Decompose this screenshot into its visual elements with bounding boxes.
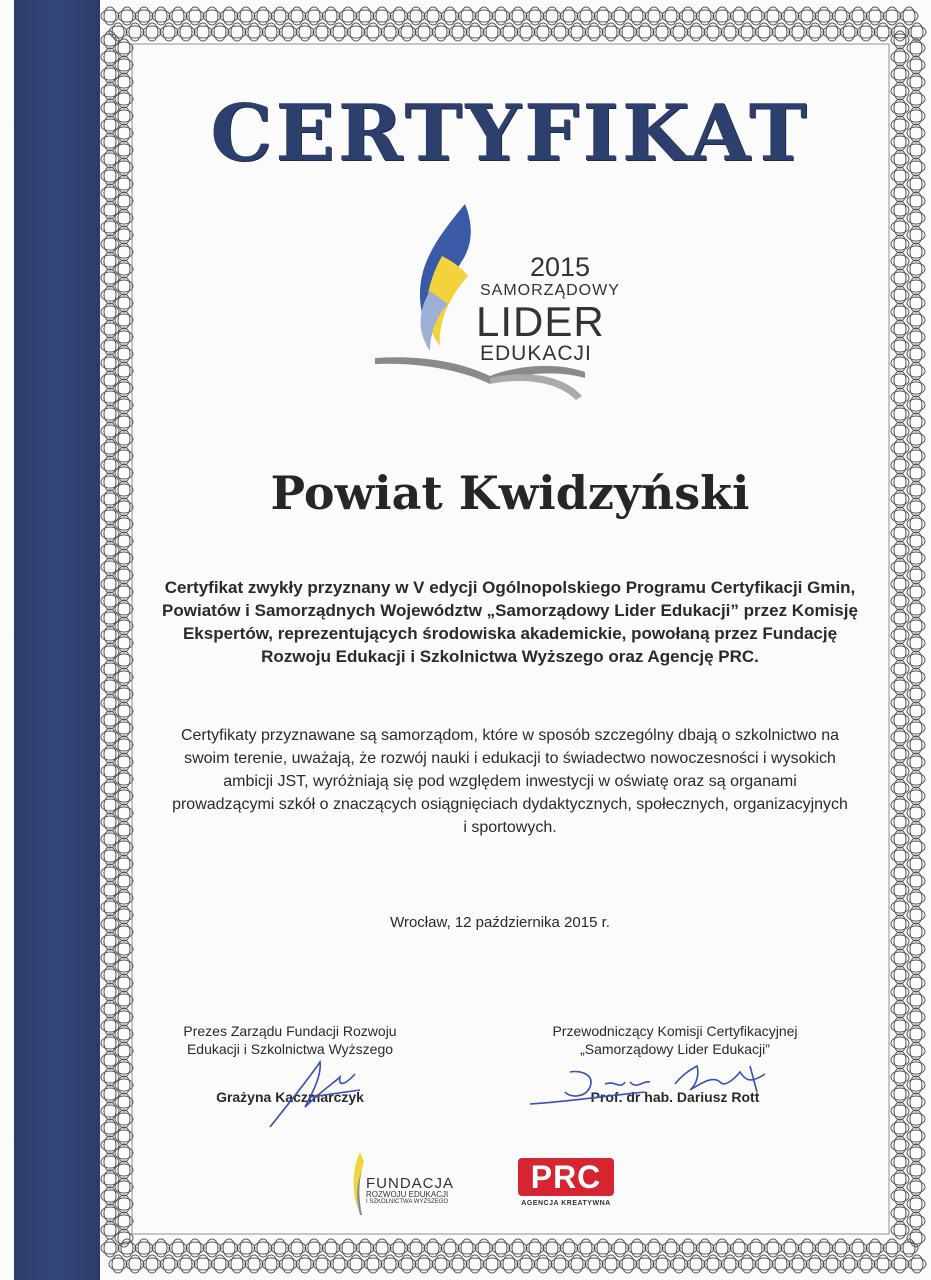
- signatory-left-role-1: Prezes Zarządu Fundacji Rozwoju: [183, 1023, 397, 1039]
- signatory-right-role-1: Przewodniczący Komisji Certyfikacyjnej: [552, 1023, 798, 1039]
- award-criteria: Certyfikaty przyznawane są samorządom, które w sposób szczególny dbają o szkolnictwo na swoim terenie, uważają, że rozwój nauki i edukacji to świadectwo nowoczesności i wysokich ambicji JST, wyróżniają się pod względem inwestycji w oświatę oraz są organami prowadzącymi szkół o znaczących osiągnięciach dydaktycznych, społecznych, organizacyjnych i sportowych.: [172, 727, 848, 836]
- lider-edukacji-logo: [370, 196, 710, 416]
- prc-logo: [518, 1158, 614, 1218]
- handwritten-signature-left: [260, 1052, 370, 1132]
- foundation-line-1: FUNDACJA: [366, 1175, 455, 1192]
- recipient-name: Powiat Kwidzyński: [270, 466, 750, 520]
- certificate-content: [130, 0, 890, 1280]
- signatory-left-role-2: Edukacji i Szkolnictwa Wyższego: [186, 1041, 394, 1057]
- foundation-logo: [350, 1150, 490, 1220]
- logo-line-edukacji: EDUKACJI: [480, 342, 592, 365]
- logo-line-lider: LIDER: [476, 298, 605, 345]
- logo-text: [476, 252, 620, 365]
- prc-mark: PRC: [518, 1158, 614, 1196]
- signatory-right-name: Prof. dr hab. Dariusz Rott: [590, 1089, 760, 1105]
- logo-line-samorzadowy: SAMORZĄDOWY: [480, 282, 620, 299]
- partner-logos: [350, 1150, 650, 1230]
- handwritten-signature-right: [525, 1052, 795, 1112]
- foundation-line-3: I SZKOLNICTWA WYŻSZEGO: [366, 1199, 449, 1205]
- foundation-logo-text: [366, 1176, 454, 1205]
- award-description: Certyfikat zwykły przyznany w V edycji Ogólnopolskiego Programu Certyfikacji Gmin, Powiatów i Samorządnych Województw „Samorządowy Lider Edukacji” przez Komisję Ekspertów, reprezentujących środowiska akademickie, powołaną przez Fundację Rozwoju Edukacji i Szkolnictwa Wyższego oraz Agencję PRC.: [162, 578, 858, 666]
- logo-year: 2015: [530, 252, 591, 282]
- signatory-left-name: Grażyna Kaczmarczyk: [216, 1089, 364, 1105]
- foundation-line-2: ROZWOJU EDUKACJI: [366, 1190, 449, 1199]
- prc-subtitle: AGENCJA KREATYWNA: [521, 1200, 611, 1207]
- issue-date: Wrocław, 12 października 2015 r.: [390, 914, 610, 931]
- certificate-title: CERTYFIKAT: [210, 88, 810, 179]
- signatory-right-role-2: „Samorządowy Lider Edukacji”: [580, 1041, 770, 1057]
